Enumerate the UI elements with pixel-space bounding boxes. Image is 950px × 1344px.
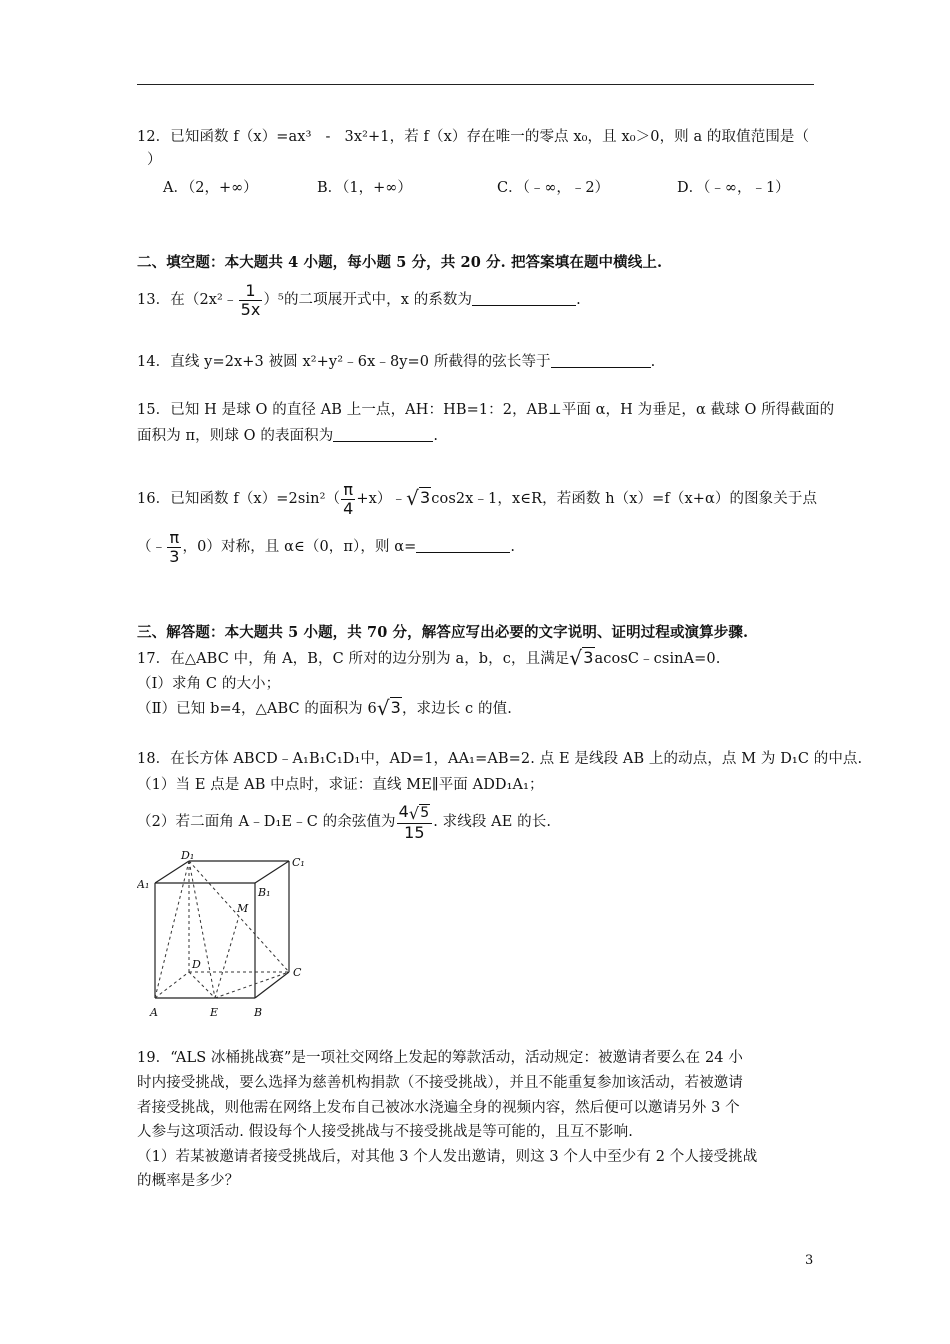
q16-line2-frac-den: 3 [169,546,180,566]
q17-line2: （Ⅰ）求角 C 的大小； [137,676,281,692]
page-number: 3 [805,1253,814,1268]
q14-answer-blank[interactable] [551,353,651,368]
q12-option-b: B．（1，+∞） [317,180,412,196]
q19-line6: 的概率是多少？ [137,1173,240,1189]
q12-option-a: A．（2，+∞） [163,180,258,196]
label-c: C [293,966,302,979]
q19-line1: 19．“ALS 冰桶挑战赛”是一项社交网络上发起的筹款活动，活动规定：被邀请者要么在 24 小 [137,1050,743,1066]
header-rule [137,84,814,85]
q15-line2-text: 面积为 π，则球 O 的表面积为 [137,428,334,444]
section2-heading: 二、填空题：本大题共 4 小题，每小题 5 分，共 20 分. 把答案填在题中横线上. [137,254,663,271]
edge-bc [255,972,289,998]
q18-line3 [137,802,551,842]
q18-fraction [397,803,433,842]
label-m: M [237,902,249,915]
q16-fraction-pi-4 [341,481,355,518]
q16-sqrt-arg: 3 [419,488,431,507]
q15-end: . [433,428,439,444]
q16-answer-blank[interactable] [416,538,510,553]
line-ec [215,972,289,998]
q18-frac-num [397,803,433,824]
q16-sqrt: √3 [406,486,431,510]
q16-line2-prefix: （﹣ [137,539,167,555]
label-d1: D₁ [181,849,195,862]
q16-suffix: cos2x﹣1，x∈R，若函数 h（x）=f（x+α）的图象关于点 [431,491,818,507]
q17-sqrt: √3 [569,646,594,670]
q15-answer-blank[interactable] [333,427,433,442]
q19-line2: 时内接受挑战，要么选择为慈善机构捐款（不接受挑战），并且不能重复参加该活动，若被邀请 [137,1075,743,1091]
q16-prefix: 16．已知函数 f（x）=2sin²（ [137,491,341,507]
label-e: E [210,1006,219,1019]
edge-b1c1 [255,861,289,883]
q13-end: . [576,292,581,308]
q19-line4: 人参与这项活动. 假设每个人接受挑战与不接受挑战是等可能的，且互不影响. [137,1124,633,1140]
q17-line3 [137,698,512,719]
q16-end: . [510,539,516,555]
line-d1e [189,861,215,998]
q17-line3-suffix: ，求边长 c 的值. [401,701,512,717]
q17-line1 [137,648,720,669]
label-b: B [254,1006,263,1019]
q13-suffix: ）⁵的二项展开式中，x 的系数为 [263,292,473,308]
line-de [189,972,215,998]
q18-line3-prefix: （2）若二面角 A﹣D₁E﹣C 的余弦值为 [137,814,396,830]
q16-frac-den: 4 [343,498,354,518]
q15-line1: 15．已知 H 是球 O 的直径 AB 上一点，AH：HB=1：2，AB⊥平面 α，H 为垂足，α 截球 O 所得截面的 [137,402,835,418]
q18-frac-den: 15 [404,822,425,842]
q18-line1: 18．在长方体 ABCD﹣A₁B₁C₁D₁中，AD=1，AA₁=AB=2. 点 E 是线段 AB 上的动点，点 M 为 D₁C 的中点. [137,751,863,767]
q16-frac-num: π [341,481,355,500]
line-em [215,916,239,998]
q15-line2 [137,426,438,446]
q14 [137,352,655,372]
q13-frac-den: 5x [240,299,261,319]
q17-line3-prefix: （Ⅱ）已知 b=4，△ABC 的面积为 6 [137,701,377,717]
q18-line2: （1）当 E 点是 AB 中点时，求证：直线 ME∥平面 ADD₁A₁； [137,777,544,793]
q17-line1-suffix: acosC﹣csinA=0. [594,651,721,667]
q13-frac-num: 1 [239,282,263,301]
q12-option-c: C．（﹣∞，﹣2） [497,180,610,196]
q16-fraction-pi-3 [167,529,181,566]
q17-line1-prefix: 17．在△ABC 中，角 A，B，C 所对的边分别为 a，b，c，且满足 [137,651,570,667]
section3-heading: 三、解答题：本大题共 5 小题，共 70 分，解答应写出必要的文字说明、证明过程或演算步骤. [137,624,749,641]
q16-line2 [137,527,515,567]
q13-fraction [239,282,263,319]
q18-frac-sqrt: √5 [408,803,430,823]
q18-frac-sqrt-arg: 5 [420,804,430,821]
q16-line1 [137,478,817,519]
q17-line3-sqrt-arg: 3 [390,698,401,717]
q18-frac-num-coef: 4 [398,801,409,821]
label-a: A [150,1006,158,1019]
q12-line2: ） [147,152,162,168]
q19-line5: （1）若某被邀请者接受挑战后，对其他 3 个人发出邀请，则这 3 个人中至少有 2 个人接受挑战 [137,1149,758,1165]
q14-end: . [650,354,656,370]
q17-sqrt-arg: 3 [583,648,594,667]
q19-line3: 者接受挑战，则他需在网络上发布自己被冰水浇遍全身的视频内容，然后便可以邀请另外 3 个 [137,1100,740,1116]
label-b1: B₁ [258,886,271,899]
line-d1a [155,861,189,998]
q13-prefix: 13．在（2x²﹣ [137,292,238,308]
q17-line3-sqrt: √3 [376,696,401,720]
label-a1: A₁ [137,878,150,891]
q12-option-d: D．（﹣∞，﹣1） [677,180,790,196]
q16-line2-suffix: ，0）对称，且 α∈（0，π），则 α= [182,539,417,555]
label-d: D [192,958,201,971]
q14-text: 14．直线 y=2x+3 被圆 x²+y²﹣6x﹣8y=0 所截得的弦长等于 [137,354,551,370]
cuboid-figure [137,848,312,1023]
edge-ad [155,972,189,998]
q16-line2-frac-num: π [167,529,181,548]
q12-line1: 12．已知函数 f（x）=ax³ﾠ-ﾠ3x²+1，若 f（x）存在唯一的零点 x₀，且 x₀＞0，则 a 的取值范围是（ [137,129,810,145]
q13 [137,280,581,320]
q13-answer-blank[interactable] [472,291,576,306]
q18-line3-suffix: . 求线段 AE 的长. [433,814,552,830]
q16-mid: +x）﹣ [356,491,407,507]
label-c1: C₁ [292,856,305,869]
